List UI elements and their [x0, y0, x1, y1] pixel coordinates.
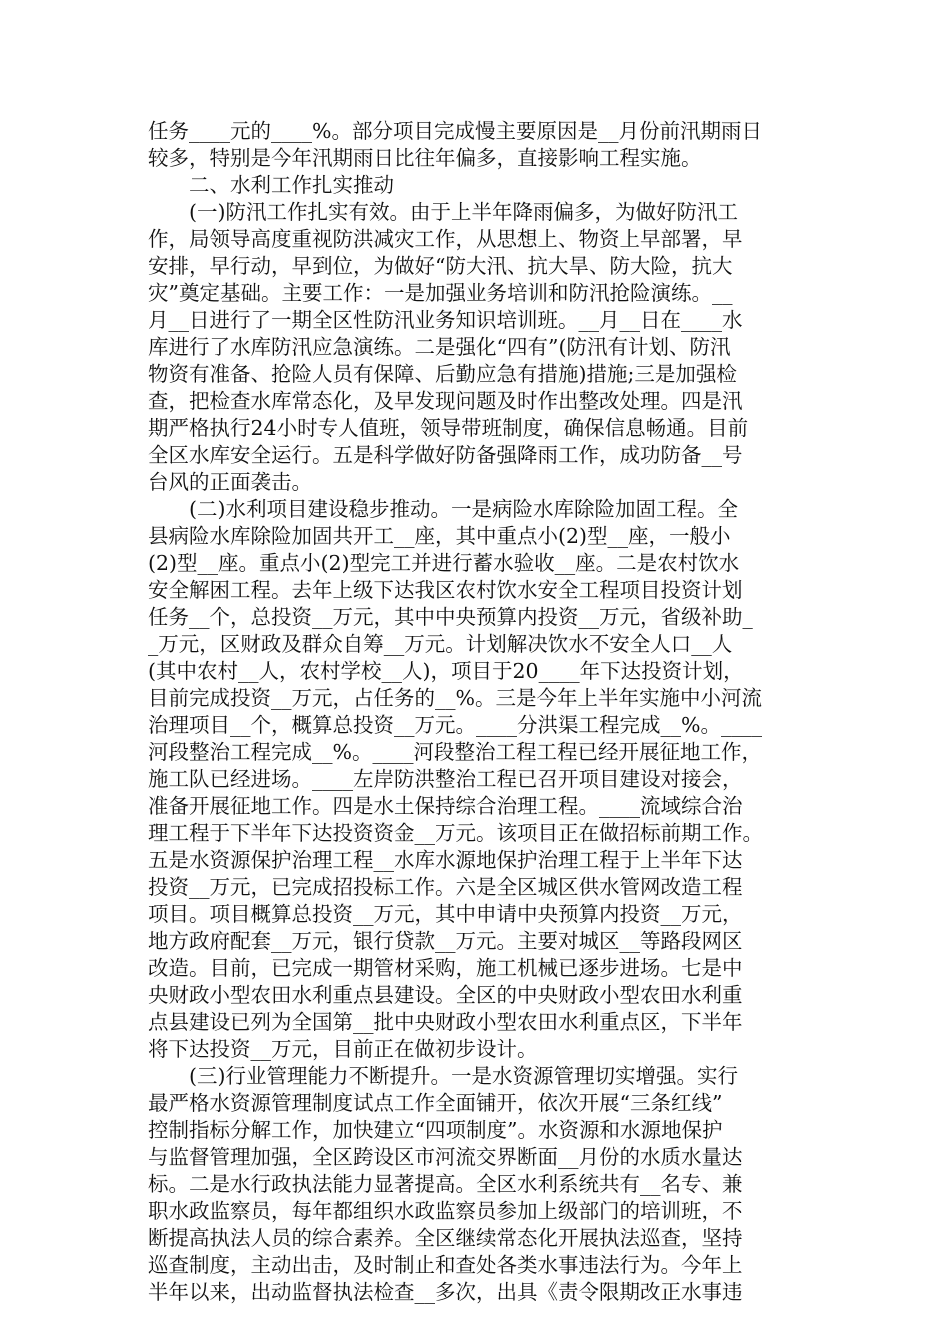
text-line: 投资__万元，已完成招投标工作。六是全区城区供水管网改造工程 — [148, 875, 743, 899]
body-text — [148, 118, 828, 1306]
text-line: 台风的正面袭击。 — [148, 470, 312, 494]
text-line: _万元，区财政及群众自筹__万元。计划解决饮水不安全人口__人 — [148, 632, 733, 656]
text-line: (2)型__座。重点小(2)型完工并进行蓄水验收__座。二是农村饮水 — [148, 551, 740, 575]
text-line: 河段整治工程完成__%。____河段整治工程工程已经开展征地工作， — [148, 740, 762, 764]
section-heading: 二、水利工作扎实推动 — [148, 173, 394, 197]
text-line: 灾”奠定基础。主要工作：一是加强业务培训和防汛抢险演练。__ — [148, 281, 733, 305]
text-line: 地方政府配套__万元，银行贷款__万元。主要对城区__等路段网区 — [148, 929, 743, 953]
text-line: 物资有准备、抢险人员有保障、后勤应急有措施)措施;三是加强检 — [148, 362, 737, 386]
text-line: (三)行业管理能力不断提升。一是水资源管理切实增强。实行 — [148, 1064, 738, 1088]
text-line: 将下达投资__万元，目前正在做初步设计。 — [148, 1037, 538, 1061]
text-line: 点县建设已列为全国第__批中央财政小型农田水利重点区，下半年 — [148, 1010, 743, 1034]
text-line: (其中农村__人，农村学校__人)，项目于20____年下达投资计划， — [148, 659, 744, 683]
text-line: 目前完成投资__万元，占任务的__%。三是今年上半年实施中小河流 — [148, 686, 762, 710]
text-line: 较多，特别是今年汛期雨日比往年偏多，直接影响工程实施。 — [148, 146, 702, 170]
text-line: 职水政监察员，每年都组织水政监察员参加上级部门的培训班，不 — [148, 1199, 743, 1223]
text-line: 断提高执法人员的综合素养。全区继续常态化开展执法巡查，坚持 — [148, 1226, 743, 1250]
text-line: 期严格执行24小时专人值班，领导带班制度，确保信息畅通。目前 — [148, 416, 749, 440]
text-line: 标。二是水行政执法能力显著提高。全区水利系统共有__名专、兼 — [148, 1172, 743, 1196]
text-line: 最严格水资源管理制度试点工作全面铺开，依次开展“三条红线” — [148, 1091, 723, 1115]
text-line: 作，局领导高度重视防洪减灾工作，从思想上、物资上早部署，早 — [148, 227, 743, 251]
text-line: 央财政小型农田水利重点县建设。全区的中央财政小型农田水利重 — [148, 983, 743, 1007]
text-line: 改造。目前，已完成一期管材采购，施工机械已逐步进场。七是中 — [148, 956, 743, 980]
text-line: 控制指标分解工作，加快建立“四项制度”。水资源和水源地保护 — [148, 1118, 723, 1142]
text-line: 县病险水库除险加固共开工__座，其中重点小(2)型__座，一般小 — [148, 524, 731, 548]
text-line: 施工队已经进场。____左岸防洪整治工程已召开项目建设对接会， — [148, 767, 743, 791]
text-line: 与监督管理加强，全区跨设区市河流交界断面__月份的水质水量达 — [148, 1145, 743, 1169]
text-line: 半年以来，出动监督执法检查__多次，出具《责令限期改正水事违 — [148, 1280, 743, 1304]
text-line: 巡查制度，主动出击，及时制止和查处各类水事违法行为。今年上 — [148, 1253, 743, 1277]
text-line: 五是水资源保护治理工程__水库水源地保护治理工程于上半年下达 — [148, 848, 743, 872]
text-line: 治理项目__个，概算总投资__万元。____分洪渠工程完成__%。____ — [148, 713, 762, 737]
text-line: 全区水库安全运行。五是科学做好防备强降雨工作，成功防备__号 — [148, 443, 743, 467]
text-line: 准备开展征地工作。四是水土保持综合治理工程。____流域综合治 — [148, 794, 743, 818]
text-line: 库进行了水库防汛应急演练。二是强化“四有”(防汛有计划、防汛 — [148, 335, 731, 359]
text-line: 安排，早行动，早到位，为做好“防大汛、抗大旱、防大险，抗大 — [148, 254, 733, 278]
text-line: (二)水利项目建设稳步推动。一是病险水库除险加固工程。全 — [148, 497, 738, 521]
text-line: 理工程于下半年下达投资资金__万元。该项目正在做招标前期工作。 — [148, 821, 763, 845]
text-line: 查，把检查水库常态化，及早发现问题及时作出整改处理。四是汛 — [148, 389, 743, 413]
text-line: 安全解困工程。去年上级下达我区农村饮水安全工程项目投资计划 — [148, 578, 743, 602]
text-line: 项目。项目概算总投资__万元，其中申请中央预算内投资__万元， — [148, 902, 743, 926]
text-line: 任务____元的____%。部分项目完成慢主要原因是__月份前汛期雨日 — [148, 119, 762, 143]
text-line: 月__日进行了一期全区性防汛业务知识培训班。__月__日在____水 — [148, 308, 743, 332]
text-line: (一)防汛工作扎实有效。由于上半年降雨偏多，为做好防汛工 — [148, 200, 738, 224]
text-line: 任务__个，总投资__万元，其中中央预算内投资__万元，省级补助_ — [148, 605, 753, 629]
